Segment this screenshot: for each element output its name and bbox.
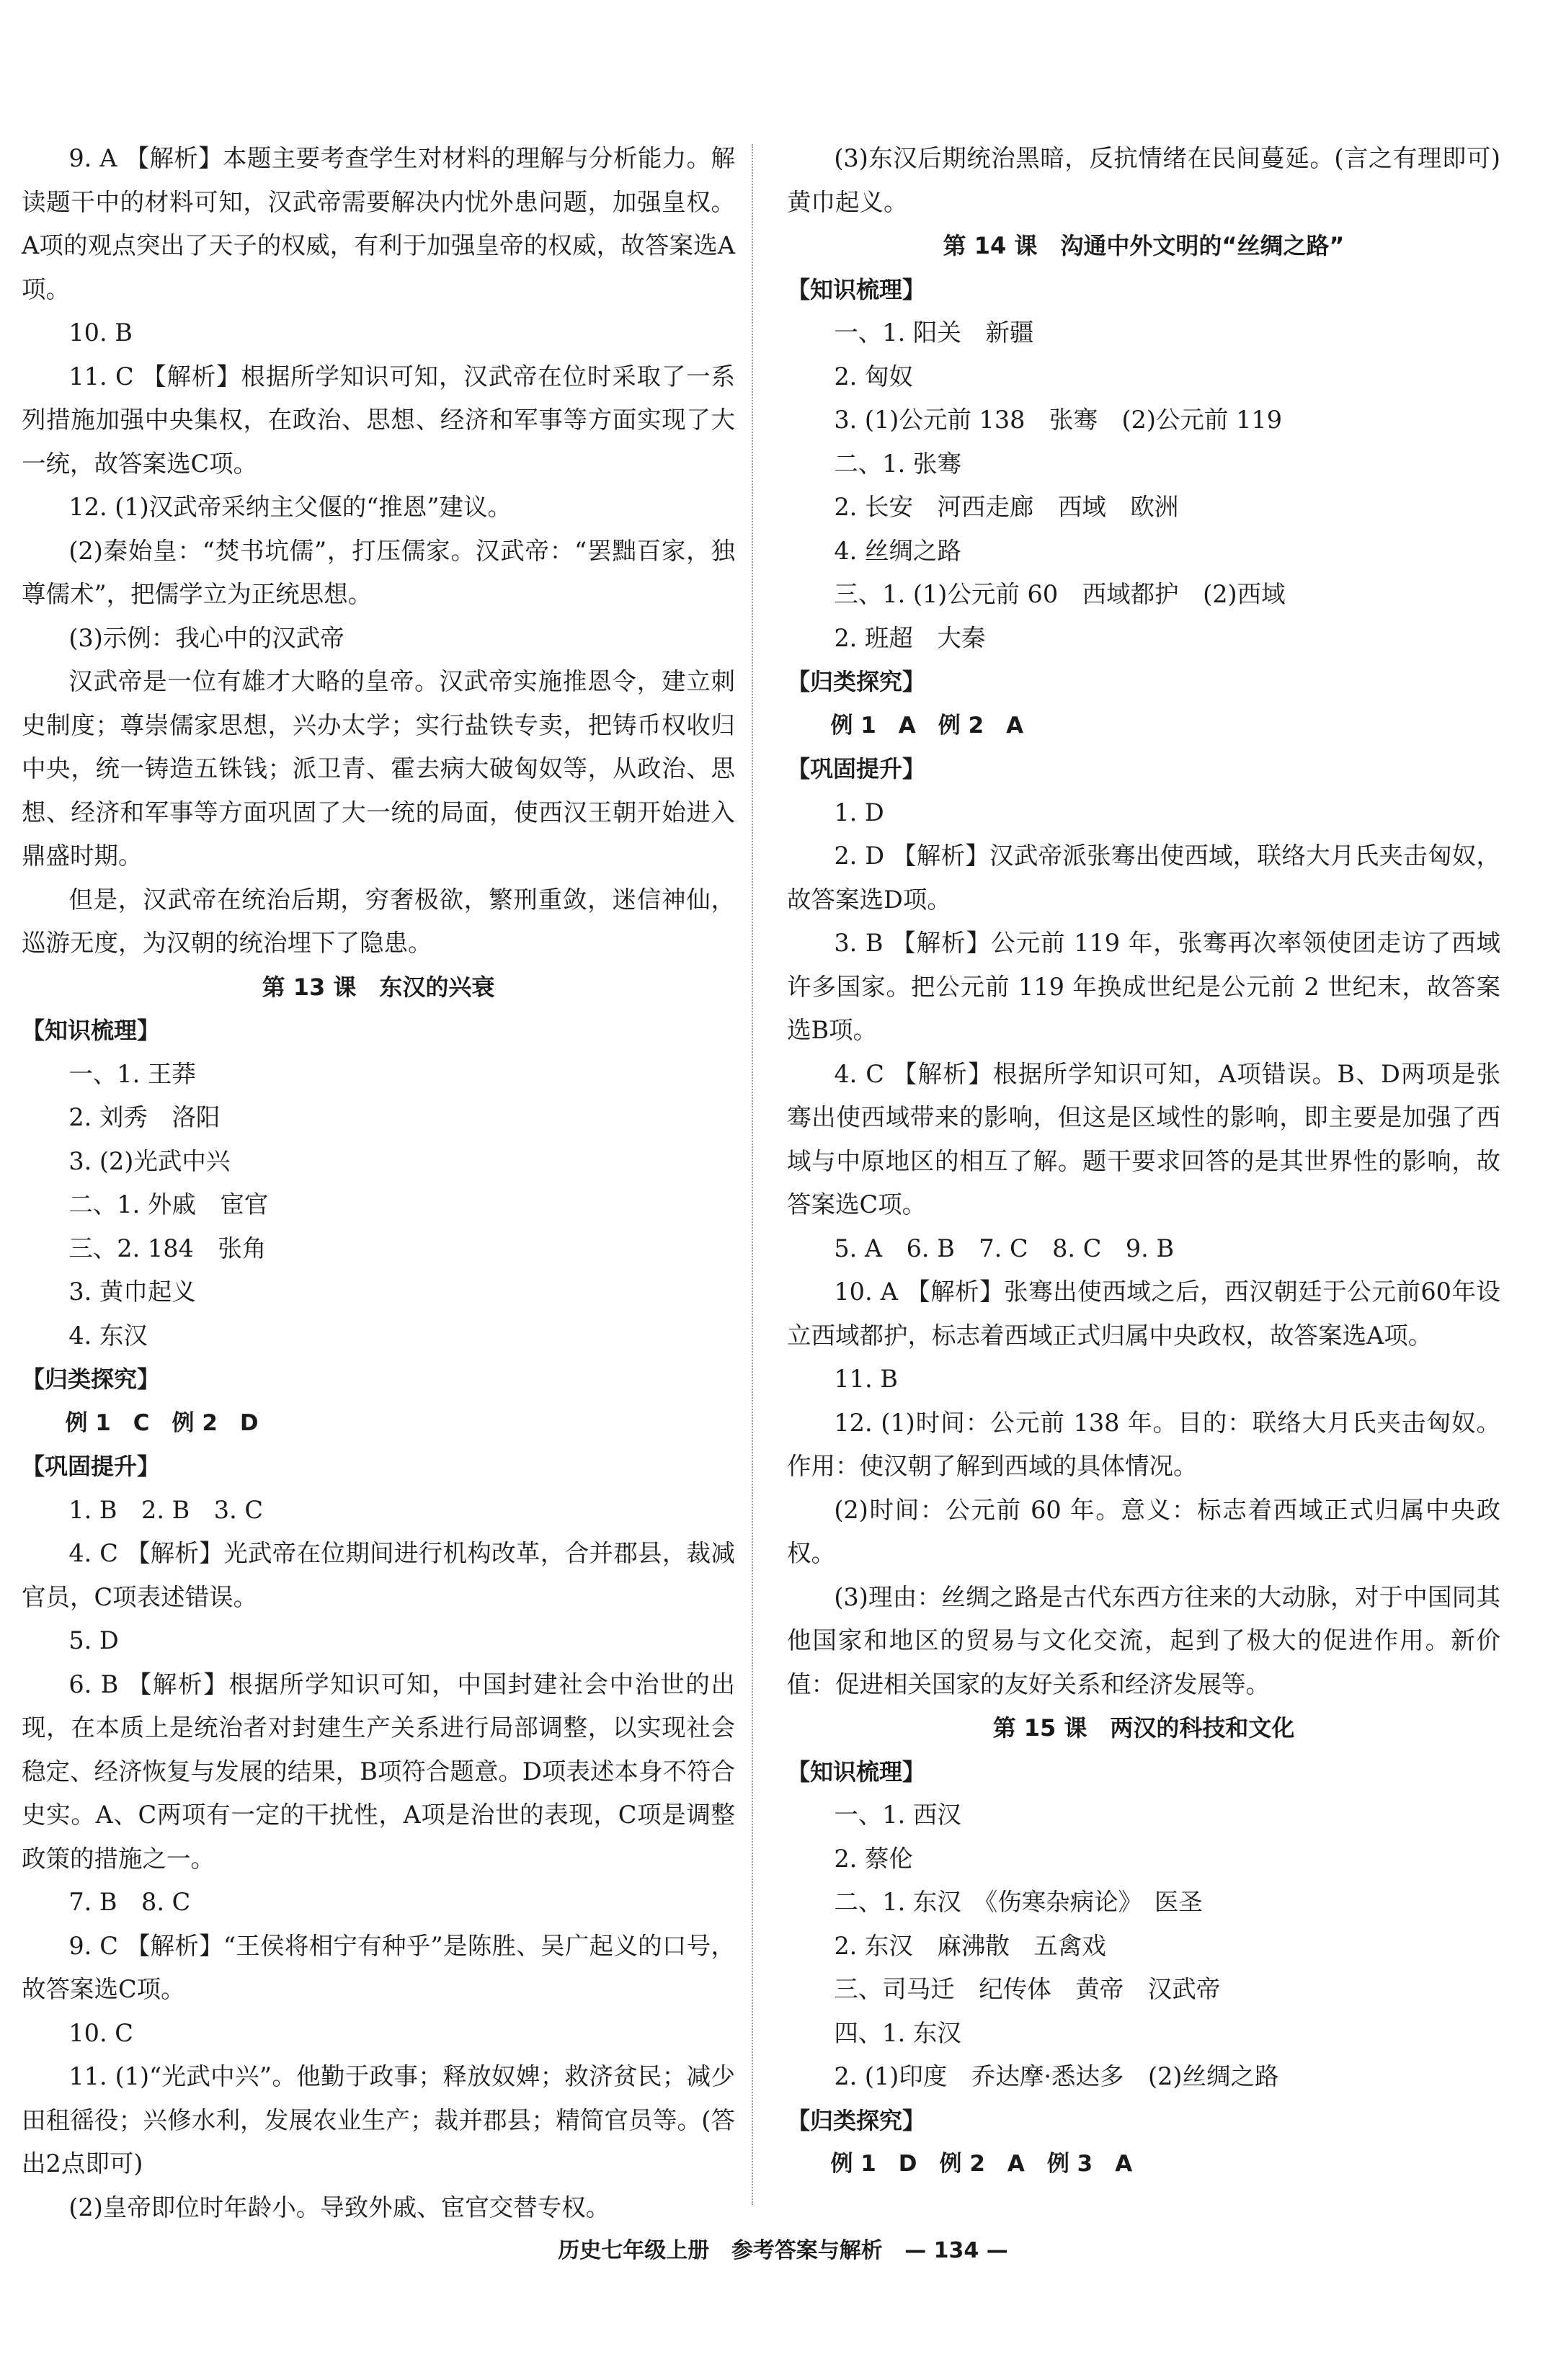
answer-paragraph: 4. 丝绸之路 — [834, 536, 961, 565]
footer-section: 参考答案与解析 — [731, 2238, 883, 2263]
answer-paragraph: 2. 东汉 麻沸散 五禽戏 — [834, 1931, 1106, 1960]
answer-paragraph: 三、1. (1)公元前 60 西域都护 (2)西域 — [834, 580, 1286, 608]
lesson-title: 第 15 课 两汉的科技和文化 — [992, 1714, 1295, 1742]
answer-paragraph: 3. 黄巾起义 — [68, 1278, 196, 1306]
answer-paragraph: (2)皇帝即位时年龄小。导致外戚、宦官交替专权。 — [68, 2193, 610, 2221]
answer-paragraph: 3. B 【解析】公元前 119 年，张骞再次率领使团走访了西域许多国家。把公元前 119 年换成世纪是公元前 2 世纪末，故答案选B项。 — [787, 929, 1500, 1044]
footer-subject: 历史七年级上册 — [558, 2238, 710, 2263]
answer-paragraph: 四、1. 东汉 — [834, 2018, 961, 2047]
answer-paragraph: 2. 班超 大秦 — [834, 623, 986, 652]
answer-paragraph: 9. A 【解析】本题主要考查学生对材料的理解与分析能力。解读题干中的材料可知，汉武帝需要解决内忧外患问题，加强皇权。A项的观点突出了天子的权威，有利于加强皇帝的权威，故答案选A项。 — [22, 144, 735, 303]
answer-paragraph: 6. B 【解析】根据所学知识可知，中国封建社会中治世的出现，在本质上是统治者对封建生产关系进行局部调整，以实现社会稳定、经济恢复与发展的结果，B项符合题意。D项表述本身不符合史实。A、C两项有一定的干扰性，A项是治世的表现，C项是调整政策的措施之一。 — [22, 1670, 735, 1873]
answer-paragraph: 4. C 【解析】根据所学知识可知，A项错误。B、D两项是张骞出使西域带来的影响，但这是区域性的影响，即主要是加强了西域与中原地区的相互了解。题干要求回答的是其世界性的影响，故答案选C项。 — [787, 1059, 1500, 1218]
section-heading: 【巩固提升】 — [22, 1453, 161, 1480]
answer-paragraph: 三、2. 184 张角 — [68, 1234, 267, 1262]
answer-paragraph: 但是，汉武帝在统治后期，穷奢极欲，繁刑重敛，迷信神仙，巡游无度，为汉朝的统治埋下了隐患。 — [22, 885, 735, 957]
section-heading: 【归类探究】 — [787, 2106, 926, 2134]
answer-paragraph: 5. D — [68, 1626, 119, 1654]
footer-page-number: — 134 — — [904, 2238, 1008, 2263]
answer-paragraph: (3)东汉后期统治黑暗，反抗情绪在民间蔓延。(言之有理即可)黄巾起义。 — [787, 144, 1500, 216]
answer-paragraph: 一、1. 王莽 — [68, 1059, 196, 1088]
section-heading: 【知识梳理】 — [22, 1017, 161, 1044]
answer-paragraph: 10. B — [68, 318, 133, 347]
section-heading: 【归类探究】 — [22, 1365, 161, 1393]
answer-paragraph: 一、1. 阳关 新疆 — [834, 318, 1034, 347]
answer-paragraph: 2. (1)印度 乔达摩·悉达多 (2)丝绸之路 — [834, 2062, 1279, 2090]
section-heading: 【归类探究】 — [787, 668, 926, 695]
answer-paragraph: 10. C — [68, 2018, 133, 2047]
section-heading: 【知识梳理】 — [787, 275, 926, 303]
answer-paragraph: 11. (1)“光武中兴”。他勤于政事；释放奴婢；救济贫民；减少田租徭役；兴修水利，发展农业生产；裁并郡县；精简官员等。(答出2点即可) — [22, 2062, 735, 2178]
answer-paragraph: 5. A 6. B 7. C 8. C 9. B — [834, 1234, 1175, 1262]
answer-paragraph: (2)秦始皇：“焚书坑儒”，打压儒家。汉武帝：“罢黜百家，独尊儒术”，把儒学立为正统思想。 — [22, 536, 735, 608]
answer-paragraph: 2. 匈奴 — [834, 362, 913, 391]
page-footer — [0, 2232, 1566, 2264]
answer-paragraph: 3. (2)光武中兴 — [68, 1146, 231, 1175]
answer-paragraph: 2. 蔡伦 — [834, 1844, 913, 1873]
answer-paragraph: 11. C 【解析】根据所学知识可知，汉武帝在位时采取了一系列措施加强中央集权，在政治、思想、经济和军事等方面实现了大一统，故答案选C项。 — [22, 362, 735, 478]
answer-paragraph: (3)理由：丝绸之路是古代东西方往来的大动脉，对于中国同其他国家和地区的贸易与文化交流，起到了极大的促进作用。新价值：促进相关国家的友好关系和经济发展等。 — [787, 1582, 1500, 1698]
example-answers: 例 1 D 例 2 A 例 3 A — [830, 2151, 1133, 2177]
answer-paragraph: 1. B 2. B 3. C — [68, 1495, 264, 1524]
example-answers: 例 1 C 例 2 D — [65, 1409, 259, 1436]
answer-paragraph: 12. (1)汉武帝采纳主父偃的“推恩”建议。 — [68, 493, 512, 521]
answer-paragraph: (2)时间：公元前 60 年。意义：标志着西域正式归属中央政权。 — [787, 1495, 1500, 1567]
answer-paragraph: 2. 长安 河西走廊 西域 欧洲 — [834, 493, 1179, 521]
answer-paragraph: 7. B 8. C — [68, 1888, 191, 1916]
answer-paragraph: 二、1. 外戚 宦官 — [68, 1190, 269, 1218]
answer-paragraph: 4. 东汉 — [68, 1321, 148, 1350]
answer-paragraph: 二、1. 东汉 《伤寒杂病论》 医圣 — [834, 1888, 1203, 1916]
answer-paragraph: 2. D 【解析】汉武帝派张骞出使西域，联络大月氏夹击匈奴，故答案选D项。 — [787, 842, 1500, 914]
example-answers: 例 1 A 例 2 A — [830, 712, 1024, 739]
section-heading: 【巩固提升】 — [787, 755, 926, 783]
section-heading: 【知识梳理】 — [787, 1757, 926, 1786]
answer-paragraph: 汉武帝是一位有雄才大略的皇帝。汉武帝实施推恩令，建立刺史制度；尊崇儒家思想，兴办太学；实行盐铁专卖，把铸币权收归中央，统一铸造五铢钱；派卫青、霍去病大破匈奴等，从政治、思想、经济和军事等方面巩固了大一统的局面，使西汉王朝开始进入鼎盛时期。 — [22, 667, 735, 870]
lesson-title: 第 13 课 东汉的兴衰 — [262, 973, 495, 1001]
answer-paragraph: 11. B — [834, 1365, 898, 1393]
answer-paragraph: (3)示例：我心中的汉武帝 — [68, 623, 344, 652]
answer-paragraph: 二、1. 张骞 — [834, 449, 961, 478]
answer-paragraph: 10. A 【解析】张骞出使西域之后，西汉朝廷于公元前60年设立西域都护，标志着西域正式归属中央政权，故答案选A项。 — [787, 1278, 1500, 1350]
lesson-title: 第 14 课 沟通中外文明的“丝绸之路” — [943, 232, 1345, 259]
left-column — [22, 137, 735, 2229]
answer-paragraph: 12. (1)时间：公元前 138 年。目的：联络大月氏夹击匈奴。作用：使汉朝了解到西域的具体情况。 — [787, 1408, 1500, 1480]
answer-paragraph: 三、司马迁 纪传体 黄帝 汉武帝 — [834, 1975, 1221, 2003]
answer-paragraph: 4. C 【解析】光武帝在位期间进行机构改革，合并郡县，裁减官员，C项表述错误。 — [22, 1539, 735, 1611]
answer-paragraph: 2. 刘秀 洛阳 — [68, 1103, 221, 1131]
right-column — [787, 137, 1500, 2186]
answer-paragraph: 一、1. 西汉 — [834, 1801, 961, 1829]
answer-paragraph: 3. (1)公元前 138 张骞 (2)公元前 119 — [834, 406, 1283, 434]
answer-paragraph: 9. C 【解析】“王侯将相宁有种乎”是陈胜、吴广起义的口号，故答案选C项。 — [22, 1931, 735, 2003]
column-divider — [752, 144, 753, 2205]
answer-paragraph: 1. D — [834, 798, 884, 826]
